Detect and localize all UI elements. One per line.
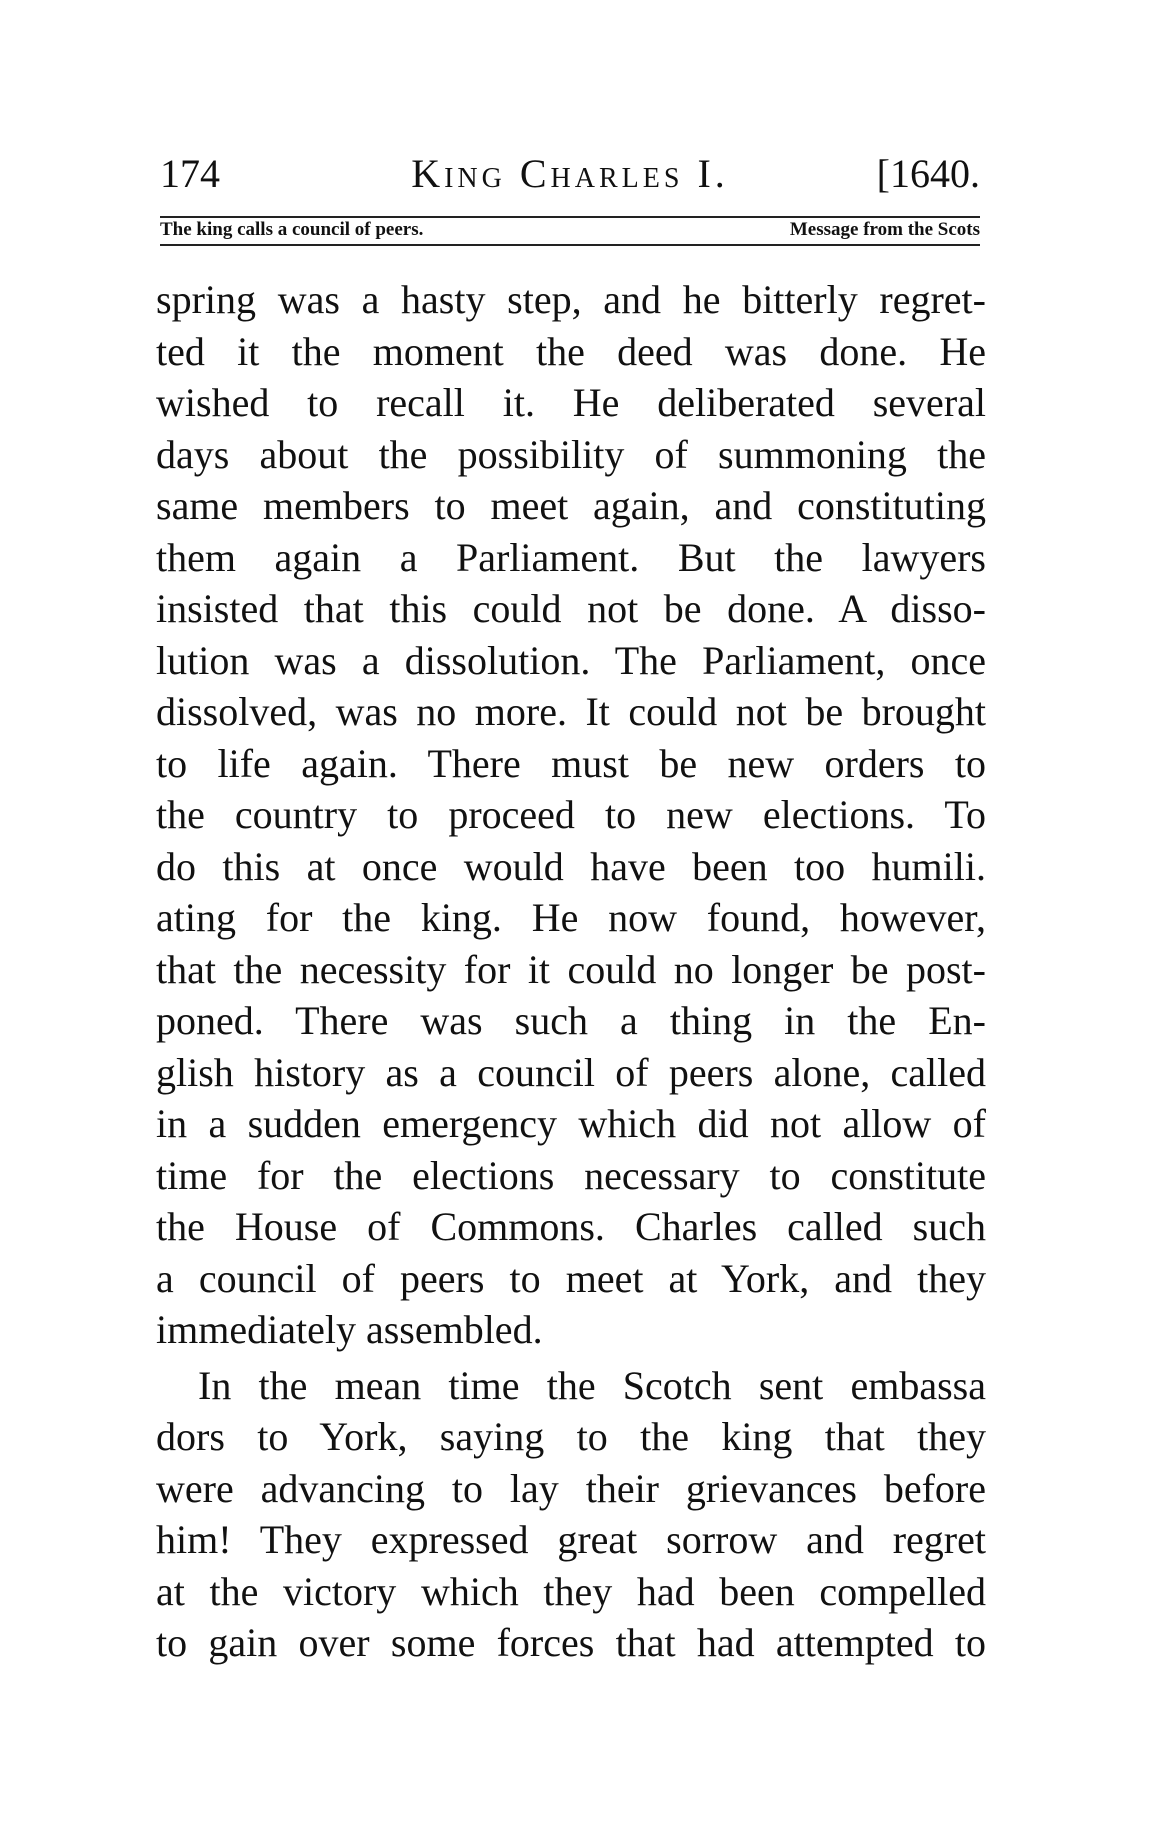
text-line: dissolved, was no more. It could not be brought [156,689,986,734]
year-label: [1640. [876,151,980,196]
page-number: 174 [160,151,220,196]
text-line: insisted that this could not be done. A disso- [156,586,986,631]
text-line: were advancing to lay their grievances before [156,1465,986,1511]
paragraph-1 [156,274,986,1356]
text-line: lution was a dissolution. The Parliament, once [156,637,986,683]
text-line: at the victory which they had been compelled [156,1568,986,1614]
text-line: time for the elections necessary to constitute [156,1152,986,1198]
page-subheader [160,216,980,244]
text-line: to gain over some forces that had attempted to [156,1620,986,1665]
subheader-left: The king calls a council of peers. [160,219,424,240]
text-line: a council of peers to meet at York, and they [156,1255,986,1301]
header-rule-top [160,216,980,218]
text-line: to life again. There must be new orders to [156,740,986,786]
body-text [156,274,986,1669]
text-line: days about the possibility of summoning the [156,431,986,477]
text-line: in a sudden emergency which did not allow of [156,1101,986,1146]
text-line: him! They expressed great sorrow and regret [156,1517,986,1562]
text-line: poned. There was such a thing in the En- [156,998,986,1043]
text-line: ating for the king. He now found, however, [156,895,986,940]
subheader-right: Message from the Scots [789,219,980,240]
text-line: them again a Parliament. But the lawyers [156,534,986,580]
page-header [160,148,980,208]
text-line: glish history as a council of peers alone, called [156,1049,986,1095]
text-line: do this at once would have been too humili. [156,843,986,889]
paragraph-2 [156,1360,986,1669]
running-title: King Charles I. [411,151,729,196]
text-line: wished to recall it. He deliberated several [156,380,986,425]
header-rule-bottom [160,244,980,246]
text-line: ted it the moment the deed was done. He [156,328,986,374]
text-line: same members to meet again, and constituting [156,483,986,528]
text-line: immediately assembled. [156,1307,543,1352]
text-line: In the mean time the Scotch sent embassa [198,1362,986,1408]
text-line: that the necessity for it could no longer be post- [156,946,986,992]
text-line: dors to York, saying to the king that they [156,1414,986,1459]
text-line: spring was a hasty step, and he bitterly regret- [156,277,986,322]
text-line: the House of Commons. Charles called such [156,1204,986,1249]
text-line: the country to proceed to new elections. To [156,792,986,837]
